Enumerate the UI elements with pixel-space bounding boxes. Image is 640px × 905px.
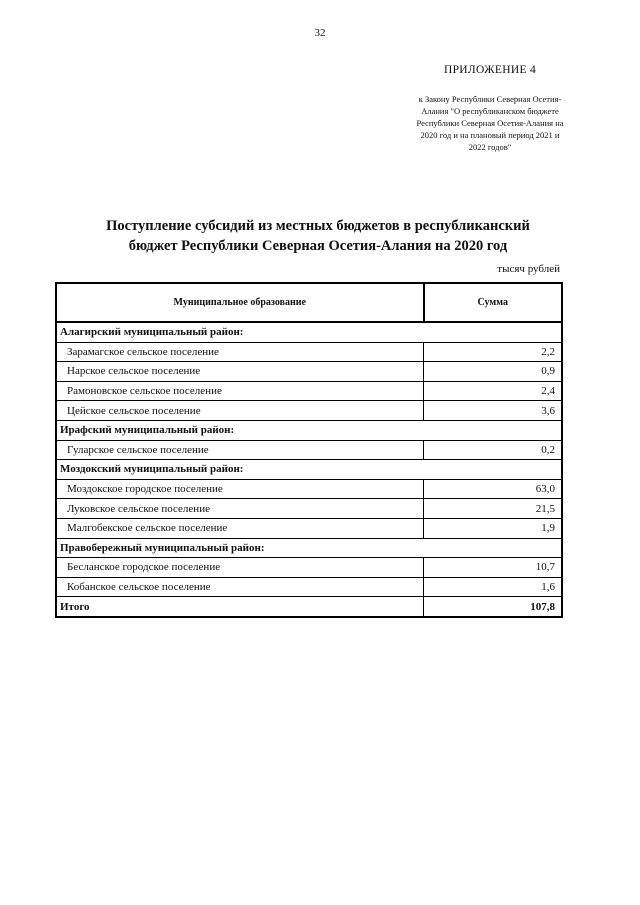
appendix-title: ПРИЛОЖЕНИЕ 4 (443, 64, 536, 76)
table-row (56, 440, 562, 460)
document-title-line-1: Поступление субсидий из местных бюджетов в республиканский (106, 218, 530, 234)
district-name: Ирафский муниципальный район: (56, 420, 562, 440)
settlement-sum: 0,2 (424, 440, 563, 460)
district-row (56, 420, 562, 440)
settlement-name: Зарамагское сельское поселение (56, 342, 424, 362)
appendix-note: к Закону Республики Северная Осетия-Алания "О республиканском бюджете Республики Северная Осетия-Алания на 2020 год и на плановый период 2021 и 2022 годов" (416, 94, 564, 152)
settlement-name: Рамоновское сельское поселение (56, 381, 424, 401)
subsidies-table-body (56, 283, 562, 617)
units-label: тысяч рублей (497, 263, 560, 275)
settlement-sum: 21,5 (424, 499, 563, 519)
settlement-name: Цейское сельское поселение (56, 401, 424, 421)
total-sum: 107,8 (424, 597, 563, 617)
table-header-row (56, 283, 562, 322)
settlement-name: Моздокское городское поселение (56, 479, 424, 499)
table-row (56, 499, 562, 519)
document-title (68, 216, 568, 256)
settlement-name: Бесланское городское поселение (56, 558, 424, 578)
settlement-name: Кобанское сельское поселение (56, 577, 424, 597)
district-row (56, 322, 562, 342)
page-number: 32 (314, 27, 326, 39)
district-name: Моздокский муниципальный район: (56, 460, 562, 480)
settlement-sum: 10,7 (424, 558, 563, 578)
table-row (56, 479, 562, 499)
settlement-sum: 2,2 (424, 342, 563, 362)
settlement-sum: 3,6 (424, 401, 563, 421)
table-row (56, 342, 562, 362)
subsidies-table (55, 282, 563, 618)
table-row (56, 362, 562, 382)
total-label: Итого (56, 597, 424, 617)
district-name: Алагирский муниципальный район: (56, 322, 562, 342)
table-row (56, 401, 562, 421)
settlement-sum: 0,9 (424, 362, 563, 382)
table-row (56, 518, 562, 538)
header-sum: Сумма (424, 283, 563, 322)
settlement-name: Гуларское сельское поселение (56, 440, 424, 460)
district-row (56, 538, 562, 558)
table-row (56, 381, 562, 401)
document-title-line-2: бюджет Республики Северная Осетия-Алания на 2020 год (128, 238, 508, 254)
district-name: Правобережный муниципальный район: (56, 538, 562, 558)
settlement-name: Малгобекское сельское поселение (56, 518, 424, 538)
settlement-sum: 1,6 (424, 577, 563, 597)
table-row (56, 577, 562, 597)
settlement-sum: 1,9 (424, 518, 563, 538)
total-row (56, 597, 562, 617)
header-municipality: Муниципальное образование (56, 283, 424, 322)
settlement-sum: 2,4 (424, 381, 563, 401)
district-row (56, 460, 562, 480)
settlement-name: Нарское сельское поселение (56, 362, 424, 382)
settlement-name: Луковское сельское поселение (56, 499, 424, 519)
table-row (56, 558, 562, 578)
settlement-sum: 63,0 (424, 479, 563, 499)
